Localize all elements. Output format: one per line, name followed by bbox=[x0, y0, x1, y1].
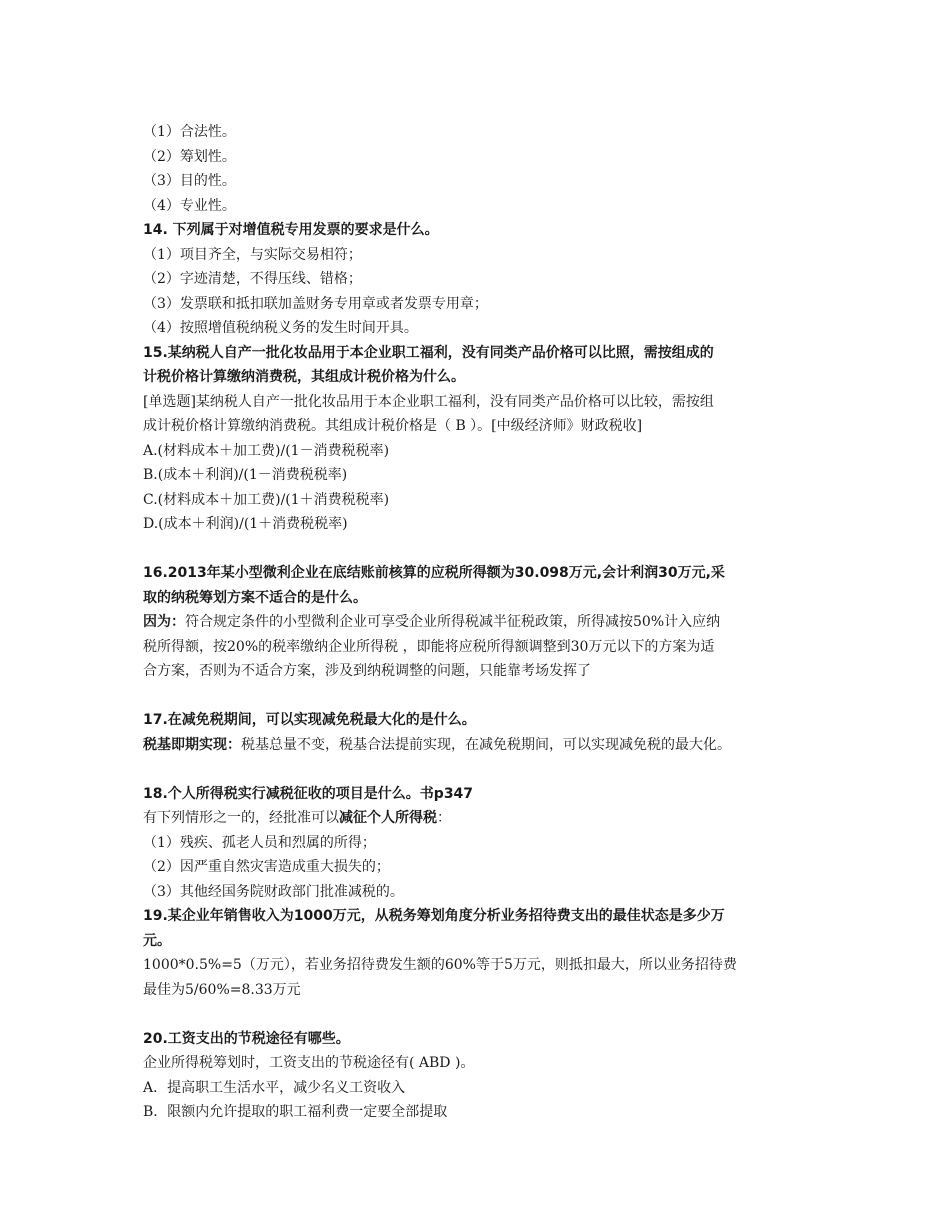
question-15-text: [单选题]某纳税人自产一批化妆品用于本企业职工福利，没有同类产品价格可以比较，需按组 bbox=[143, 393, 714, 410]
list-item: （1）残疾、孤老人员和烈属的所得； bbox=[143, 834, 376, 851]
list-item: （2）字迹清楚，不得压线、错格； bbox=[143, 271, 362, 287]
list-item: （1）项目齐全，与实际交易相符； bbox=[143, 246, 362, 263]
list-item: （4）专业性。 bbox=[143, 197, 236, 214]
document-content bbox=[143, 120, 833, 1125]
question-16-title-cont: 取的纳税筹划方案不适合的是什么。 bbox=[143, 589, 367, 606]
list-item: （3）目的性。 bbox=[143, 173, 236, 189]
option-item: D.(成本＋利润)/(1＋消费税税率) bbox=[143, 516, 348, 532]
question-19-title-cont: 元。 bbox=[143, 932, 171, 949]
question-19-title: 19.某企业年销售收入为1000万元，从税务筹划角度分析业务招待费支出的最佳状态是多少万 bbox=[143, 908, 725, 924]
question-16-answer-cont: 税所得额，按20%的税率缴纳企业所得税 ，即能将应税所得额调整到30万元以下的方案为适 bbox=[143, 638, 715, 655]
option-item: A.(材料成本＋加工费)/(1－消费税税率) bbox=[143, 442, 390, 459]
question-15-text-cont: 成计税价格计算缴纳消费税。其组成计税价格是（ B ）。[中级经济师》财政税收] bbox=[143, 418, 643, 434]
spacer bbox=[143, 757, 833, 782]
question-15-title: 15.某纳税人自产一批化妆品用于本企业职工福利，没有同类产品价格可以比照，需按组成的 bbox=[143, 344, 714, 361]
question-20-text: 企业所得税筹划时，工资支出的节税途径有( ABD )。 bbox=[143, 1055, 475, 1071]
question-18-title: 18.个人所得税实行减税征收的项目是什么。书p347 bbox=[143, 785, 474, 802]
question-16-title: 16.2013年某小型微利企业在底结账前核算的应税所得额为30.098万元,会计利润30万元,采 bbox=[143, 565, 725, 581]
question-19-answer: 1000*0.5%=5（万元），若业务招待费发生额的60%等于5万元，则抵扣最大，所以业务招待费 bbox=[143, 957, 737, 973]
option-item: B.(成本＋利润)/(1－消费税税率) bbox=[143, 467, 348, 483]
question-14-title: 14. 下列属于对增值税专用发票的要求是什么。 bbox=[143, 222, 439, 238]
intro-text: 有下列情形之一的，经批准可以 bbox=[143, 810, 339, 826]
spacer bbox=[143, 684, 833, 709]
list-item: （2）筹划性。 bbox=[143, 148, 236, 165]
answer-text: 税基总量不变，税基合法提前实现，在减免税期间，可以实现减免税的最大化。 bbox=[241, 736, 731, 753]
question-16-answer bbox=[143, 610, 833, 635]
list-item: （3）发票联和抵扣联加盖财务专用章或者发票专用章； bbox=[143, 295, 488, 312]
question-16-answer-cont: 合方案，否则为不适合方案，涉及到纳税调整的问题，只能靠考场发挥了 bbox=[143, 663, 591, 679]
answer-label: 因为： bbox=[143, 614, 185, 630]
option-item: B．限额内允许提取的职工福利费一定要全部提取 bbox=[143, 1104, 448, 1120]
question-20-title: 20.工资支出的节税途径有哪些。 bbox=[143, 1030, 350, 1047]
intro-emphasis: 减征个人所得税 bbox=[339, 810, 437, 826]
option-item: A．提高职工生活水平，减少名义工资收入 bbox=[143, 1079, 406, 1096]
question-19-answer-cont: 最佳为5/60%=8.33万元 bbox=[143, 981, 301, 998]
question-17-answer bbox=[143, 733, 833, 758]
answer-text: 符合规定条件的小型微利企业可享受企业所得税减半征税政策，所得减按50%计入应纳 bbox=[185, 614, 721, 630]
list-item: （4）按照增值税纳税义务的发生时间开具。 bbox=[143, 320, 418, 336]
question-17-title: 17.在减免税期间，可以实现减免税最大化的是什么。 bbox=[143, 712, 476, 728]
list-item: （3）其他经国务院财政部门批准减税的。 bbox=[143, 883, 404, 900]
list-item: （2）因严重自然灾害造成重大损失的； bbox=[143, 859, 390, 875]
option-item: C.(材料成本＋加工费)/(1＋消费税税率) bbox=[143, 491, 390, 508]
list-item: （1）合法性。 bbox=[143, 124, 236, 140]
spacer bbox=[143, 1002, 833, 1027]
question-15-title-cont: 计税价格计算缴纳消费税，其组成计税价格为什么。 bbox=[143, 369, 465, 385]
spacer bbox=[143, 537, 833, 562]
intro-colon: ： bbox=[437, 810, 451, 826]
answer-label: 税基即期实现： bbox=[143, 736, 241, 753]
question-18-intro bbox=[143, 806, 833, 831]
